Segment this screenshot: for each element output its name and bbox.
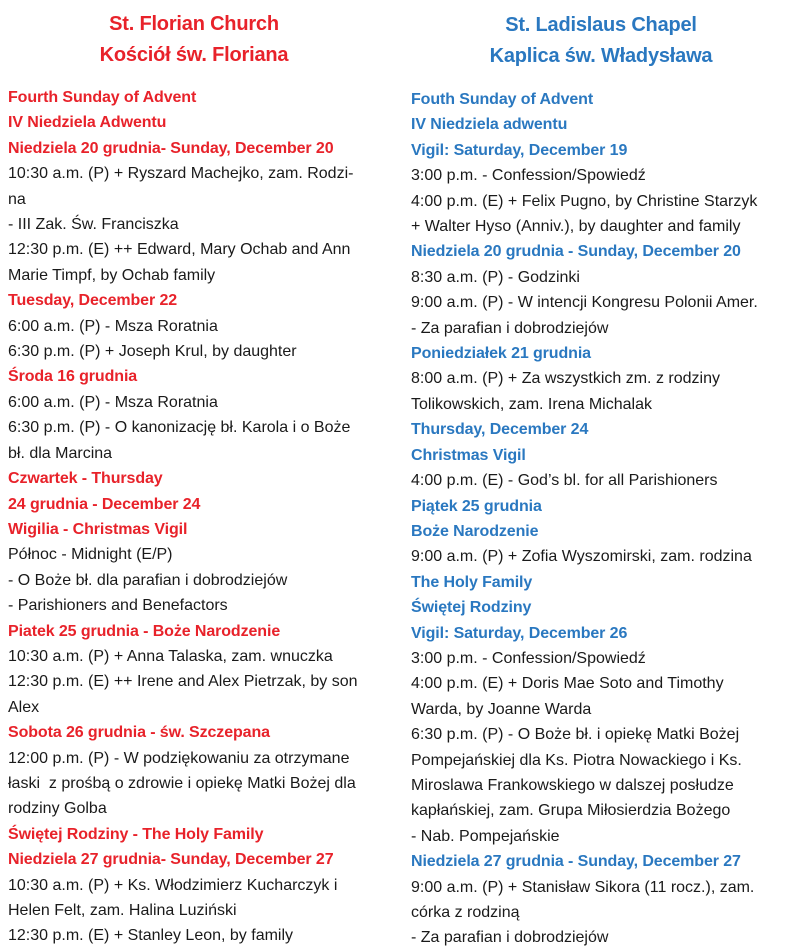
mass-intention-line: Helen Felt, zam. Halina Luziński <box>8 902 237 919</box>
st-florian-schedule <box>8 85 380 949</box>
mass-intention-line: 10:30 a.m. (P) + Anna Talaska, zam. wnuczka <box>8 647 333 665</box>
schedule-heading: Świętej Rodziny <box>411 599 532 617</box>
mass-intention-line: Miroslawa Frankowskiego w dalszej posłudze <box>411 776 734 794</box>
mass-intention-line: Tolikowskich, zam. Irena Michalak <box>411 395 652 413</box>
mass-intention-line: 12:30 p.m. (E) ++ Edward, Mary Ochab and Ann <box>8 241 351 259</box>
schedule-heading: Sobota 26 grudnia - św. Szczepana <box>8 724 270 742</box>
mass-intention-line: 6:30 p.m. (P) + Joseph Krul, by daughter <box>8 343 297 361</box>
mass-intention-line: na <box>8 190 26 208</box>
mass-intention-line: Północ - Midnight (E/P) <box>8 546 173 564</box>
st-florian-column <box>8 0 380 949</box>
mass-intention-line: bł. dla Marcina <box>8 444 113 462</box>
mass-intention-line: Pompejańskiej dla Ks. Piotra Nowackiego i Ks. <box>411 751 742 769</box>
mass-intention-line: kapłańskiej, zam. Grupa Miłosierdzia Bożego <box>411 802 731 820</box>
schedule-heading: 24 grudnia - December 24 <box>8 495 201 513</box>
mass-intention-line: 6:30 p.m. (P) - O Boże bł. i opiekę Matki Bożej <box>411 726 740 744</box>
schedule-heading: IV Niedziela Adwentu <box>8 114 167 132</box>
mass-intention-line: - Parishioners and Benefactors <box>8 597 228 615</box>
mass-intention-line: 12:00 p.m. (P) - W podziękowaniu za otrzymane <box>8 749 350 767</box>
schedule-heading: Tuesday, December 22 <box>8 292 178 310</box>
mass-intention-line: córka z rodziną <box>411 904 520 921</box>
schedule-heading: Vigil: Saturday, December 26 <box>411 624 628 642</box>
schedule-heading: Czwartek - Thursday <box>8 470 163 488</box>
mass-intention-line: 9:00 a.m. (P) - W intencji Kongresu Polonii Amer. <box>411 294 758 312</box>
schedule-heading: Świętej Rodziny - The Holy Family <box>8 825 264 843</box>
mass-intention-line: 12:30 p.m. (E) + Stanley Leon, by family <box>8 927 294 945</box>
mass-intention-line: 10:30 a.m. (P) + Ryszard Machejko, zam. Rodzi- <box>8 165 354 183</box>
st-ladislaus-schedule <box>411 87 791 951</box>
mass-intention-line: 3:00 p.m. - Confession/Spowiedź <box>411 649 646 667</box>
mass-intention-line: 8:30 a.m. (P) - Godzinki <box>411 268 580 286</box>
mass-intention-line: 9:00 a.m. (P) + Stanisław Sikora (11 rocz.), zam. <box>411 878 755 896</box>
schedule-heading: Niedziela 27 grudnia - Sunday, December 27 <box>411 853 741 871</box>
mass-intention-line: 4:00 p.m. (E) + Felix Pugno, by Christine Starzyk <box>411 192 758 210</box>
schedule-heading: Niedziela 20 grudnia- Sunday, December 20 <box>8 139 334 157</box>
mass-intention-line: Alex <box>8 698 40 716</box>
schedule-heading: Fourth Sunday of Advent <box>8 89 197 106</box>
mass-intention-line: łaski z prośbą o zdrowie i opiekę Matki Bożej dla <box>8 774 356 792</box>
schedule-heading: Niedziela 27 grudnia- Sunday, December 27 <box>8 851 334 869</box>
mass-intention-line: 4:00 p.m. (E) + Doris Mae Soto and Timothy <box>411 675 724 693</box>
schedule-heading: Christmas Vigil <box>411 446 526 464</box>
mass-intention-line: - Za parafian i dobrodziejów <box>411 319 609 337</box>
schedule-heading: The Holy Family <box>411 573 533 591</box>
mass-intention-line: Warda, by Joanne Warda <box>411 700 592 718</box>
mass-intention-line: 4:00 p.m. (E) - God’s bl. for all Parishioners <box>411 472 718 490</box>
schedule-heading: Wigilia - Christmas Vigil <box>8 520 188 538</box>
mass-intention-line: 3:00 p.m. - Confession/Spowiedź <box>411 167 646 185</box>
st-ladislaus-title <box>411 0 791 72</box>
st-florian-title <box>8 0 380 71</box>
church-name-polish: Kościół św. Floriana <box>99 44 289 66</box>
mass-intention-line: Marie Timpf, by Ochab family <box>8 266 216 284</box>
mass-intention-line: 12:30 p.m. (E) ++ Irene and Alex Pietrzak, by son <box>8 673 358 691</box>
mass-intention-line: 9:00 a.m. (P) + Zofia Wyszomirski, zam. rodzina <box>411 548 752 566</box>
mass-intention-line: 6:00 a.m. (P) - Msza Roratnia <box>8 317 218 335</box>
mass-intention-line: - O Boże bł. dla parafian i dobrodziejów <box>8 571 288 589</box>
mass-intention-line: - Nab. Pompejańskie <box>411 827 560 845</box>
schedule-heading: Środa 16 grudnia <box>8 368 138 386</box>
schedule-heading: Poniedziałek 21 grudnia <box>411 345 591 363</box>
mass-intention-line: 6:30 p.m. (P) - O kanonizację bł. Karola i o Boże <box>8 419 351 437</box>
mass-intention-line: rodziny Golba <box>8 800 107 818</box>
schedule-heading: Boże Narodzenie <box>411 522 539 540</box>
mass-intention-line: 6:00 a.m. (P) - Msza Roratnia <box>8 393 218 411</box>
schedule-heading: IV Niedziela adwentu <box>411 116 568 134</box>
schedule-heading: Piątek 25 grudnia <box>411 497 542 515</box>
chapel-name-english: St. Ladislaus Chapel <box>505 14 697 36</box>
mass-intention-line: - Za parafian i dobrodziejów <box>411 929 609 947</box>
schedule-heading: Fouth Sunday of Advent <box>411 91 594 108</box>
schedule-heading: Vigil: Saturday, December 19 <box>411 141 628 159</box>
mass-intention-line: 10:30 a.m. (P) + Ks. Włodzimierz Kucharczyk i <box>8 876 338 894</box>
mass-intention-line: + Walter Hyso (Anniv.), by daughter and family <box>411 218 741 236</box>
st-ladislaus-column <box>411 0 791 951</box>
schedule-heading: Niedziela 20 grudnia - Sunday, December 20 <box>411 243 741 261</box>
chapel-name-polish: Kaplica św. Władysława <box>489 45 713 67</box>
schedule-heading: Piatek 25 grudnia - Boże Narodzenie <box>8 622 281 640</box>
mass-intention-line: 8:00 a.m. (P) + Za wszystkich zm. z rodziny <box>411 370 720 388</box>
schedule-heading: Thursday, December 24 <box>411 421 589 439</box>
church-name-english: St. Florian Church <box>109 13 279 35</box>
mass-intention-line: - III Zak. Św. Franciszka <box>8 216 179 234</box>
